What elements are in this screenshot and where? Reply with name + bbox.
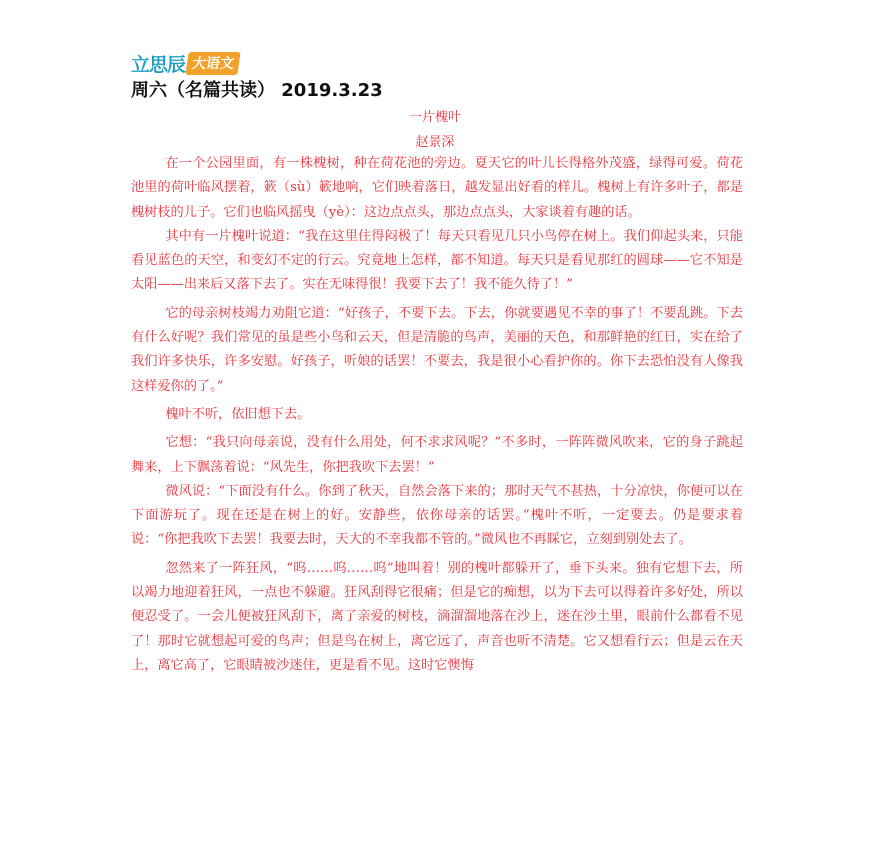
article-title: 一片槐叶 xyxy=(408,110,461,125)
paragraph: 其中有一片槐叶说道：“我在这里住得闷极了！每天只看见几只小鸟停在树上。我们仰起头来，只能看见蓝色的天空，和变幻不定的行云。究竟地上怎样，都不知道。每天只是看见那红的圆球——它不知是太阳——出来后又落下去了。实在无味得很！我要下去了！我不能久待了！” xyxy=(131,228,743,293)
paragraph: 它的母亲树枝竭力劝阻它道：“好孩子，不要下去。下去，你就要遇见不幸的事了！不要乱跳。下去有什么好呢？我们常见的虽是些小鸟和云天，但是清脆的鸟声，美丽的天色，和那鲜艳的红日，实在给了我们许多快乐，许多安慰。好孩子，听娘的话罢！不要去，我是很小心看护你的。你下去恐怕没有人像我这样爱你的了。” xyxy=(131,305,743,394)
brand-tag: 大语文 xyxy=(185,52,240,75)
brand-name: 立思辰 xyxy=(131,54,186,76)
paragraph: 忽然来了一阵狂风，“呜……呜……呜”地叫着！别的槐叶都躲开了，垂下头来。独有它想下去，所以竭力地迎着狂风，一点也不躲避。狂风刮得它很痛；但是它的痴想，以为下去可以得着许多好处，所以便忍受了。一会儿便被狂风刮下，离了亲爱的树枝，滴溜溜地落在沙上，迷在沙土里，眼前什么都看不见了！那时它就想起可爱的鸟声；但是鸟在树上，离它远了，声音也听不清楚。它又想看行云；但是云在天上，离它高了，它眼睛被沙迷住，更是看不见。这时它懊悔 xyxy=(131,560,743,673)
paragraph: 微风说：“下面没有什么。你到了秋天，自然会落下来的；那时天气不甚热，十分凉快，你便可以在下面游玩了。现在还是在树上的好。安静些，依你母亲的话罢。”槐叶不听，一定要去。仍是要求着说：“你把我吹下去罢！我要去时，天大的不幸我都不管的。”微风也不再睬它，立刻到别处去了。 xyxy=(131,483,743,548)
brand-logo xyxy=(131,50,239,77)
paragraph: 在一个公园里面，有一株槐树，种在荷花池的旁边。夏天它的叶儿长得格外茂盛，绿得可爱。荷花池里的荷叶临风摆着，簌（sù）簌地响，它们映着落日，越发显出好看的样儿。槐树上有许多叶子，都是槐树枝的儿子。它们也临风摇曳（yè）：这边点点头，那边点点头，大家谈着有趣的话。 xyxy=(131,156,743,220)
paragraph: 它想：“我只向母亲说，没有什么用处，何不求求风呢？”不多时，一阵阵微风吹来，它的身子跳起舞来，上下飘荡着说：“风先生，你把我吹下去罢！” xyxy=(131,435,743,475)
paragraph: 槐叶不听，依旧想下去。 xyxy=(165,406,311,422)
page-heading: 周六（名篇共读） 2019.3.23 xyxy=(131,80,383,101)
article-body xyxy=(131,152,743,682)
article-author: 赵景深 xyxy=(415,135,455,150)
